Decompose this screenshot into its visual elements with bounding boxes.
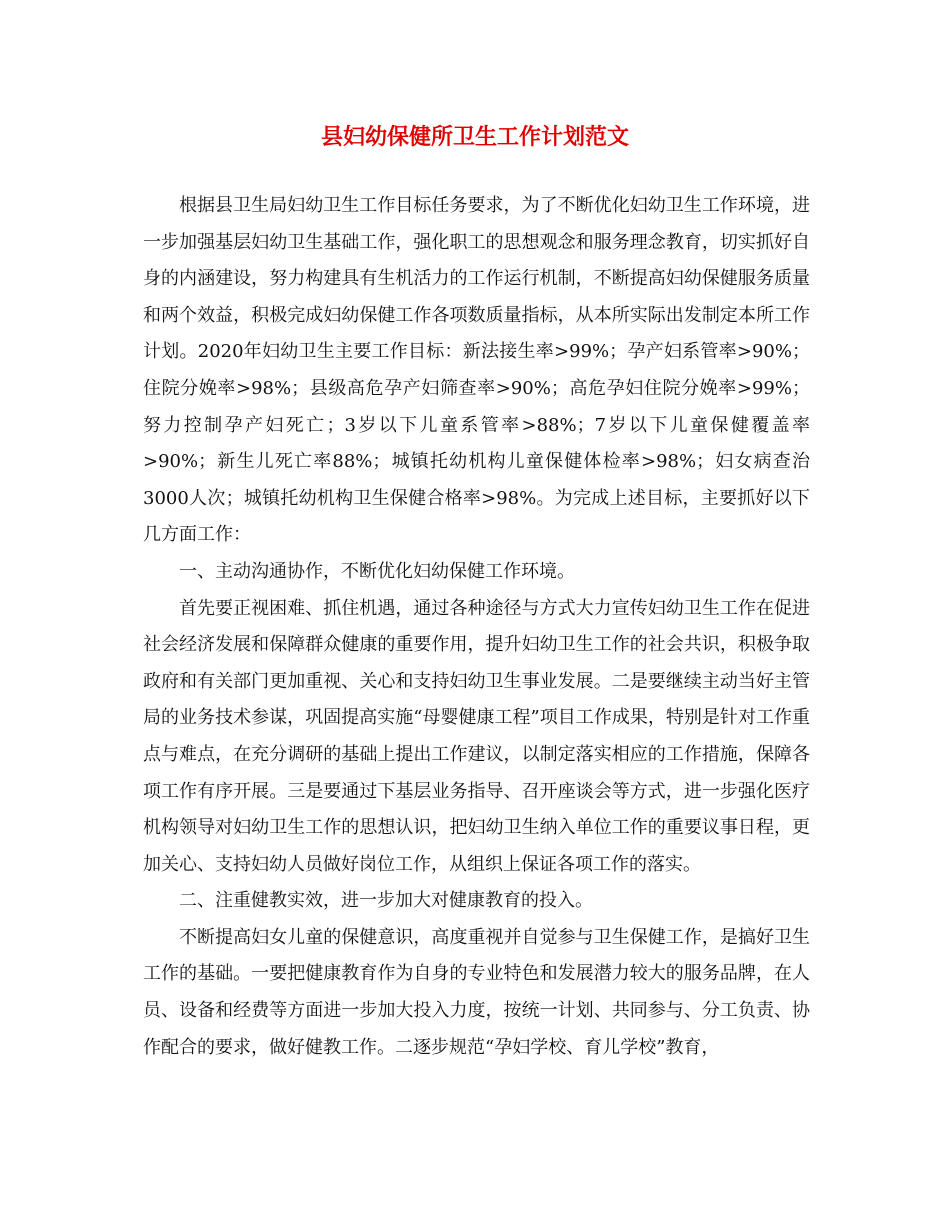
document-body <box>143 188 810 1066</box>
paragraph-section-1: 首先要正视困难、抓住机遇，通过各种途径与方式大力宣传妇幼卫生工作在促进社会经济发展和保障群众健康的重要作用，提升妇幼卫生工作的社会共识，积极争取政府和有关部门更加重视、关心和支持妇幼卫生事业发展。二是要继续主动当好主管局的业务技术参谋，巩固提高实施“母婴健康工程”项目工作成果，特别是针对工作重点与难点，在充分调研的基础上提出工作建议，以制定落实相应的工作措施，保障各项工作有序开展。三是要通过下基层业务指导、召开座谈会等方式，进一步强化医疗机构领导对妇幼卫生工作的思想认识，把妇幼卫生纳入单位工作的重要议事日程，更加关心、支持妇幼人员做好岗位工作，从组织上保证各项工作的落实。 <box>143 597 810 875</box>
paragraph-section-2: 不断提高妇女儿童的保健意识，高度重视并自觉参与卫生保健工作，是搞好卫生工作的基础。一要把健康教育作为自身的专业特色和发展潜力较大的服务品牌，在人员、设备和经费等方面进一步加大投入力度，按统一计划、共同参与、分工负责、协作配合的要求，做好健教工作。二逐步规范“孕妇学校、育儿学校”教育， <box>143 926 810 1058</box>
section-heading-1: 一、主动沟通协作，不断优化妇幼保健工作环境。 <box>179 560 575 582</box>
document-title: 县妇幼保健所卫生工作计划范文 <box>320 124 629 150</box>
paragraph-intro: 根据县卫生局妇幼卫生工作目标任务要求，为了不断优化妇幼卫生工作环境，进一步加强基层妇幼卫生基础工作，强化职工的思想观念和服务理念教育，切实抓好自身的内涵建设，努力构建具有生机活力的工作运行机制，不断提高妇幼保健服务质量和两个效益，积极完成妇幼保健工作各项数质量指标，从本所实际出发制定本所工作计划。2020年妇幼卫生主要工作目标：新法接生率>99%；孕产妇系管率>90%；住院分娩率>98%；县级高危孕产妇筛查率>90%；高危孕妇住院分娩率>99%；努力控制孕产妇死亡；3岁以下儿童系管率>88%；7岁以下儿童保健覆盖率>90%；新生儿死亡率88%；城镇托幼机构儿童保健体检率>98%；妇女病查治3000人次；城镇托幼机构卫生保健合格率>98%。为完成上述目标，主要抓好以下几方面工作： <box>143 195 810 546</box>
section-heading-2: 二、注重健教实效，进一步加大对健康教育的投入。 <box>179 890 593 912</box>
